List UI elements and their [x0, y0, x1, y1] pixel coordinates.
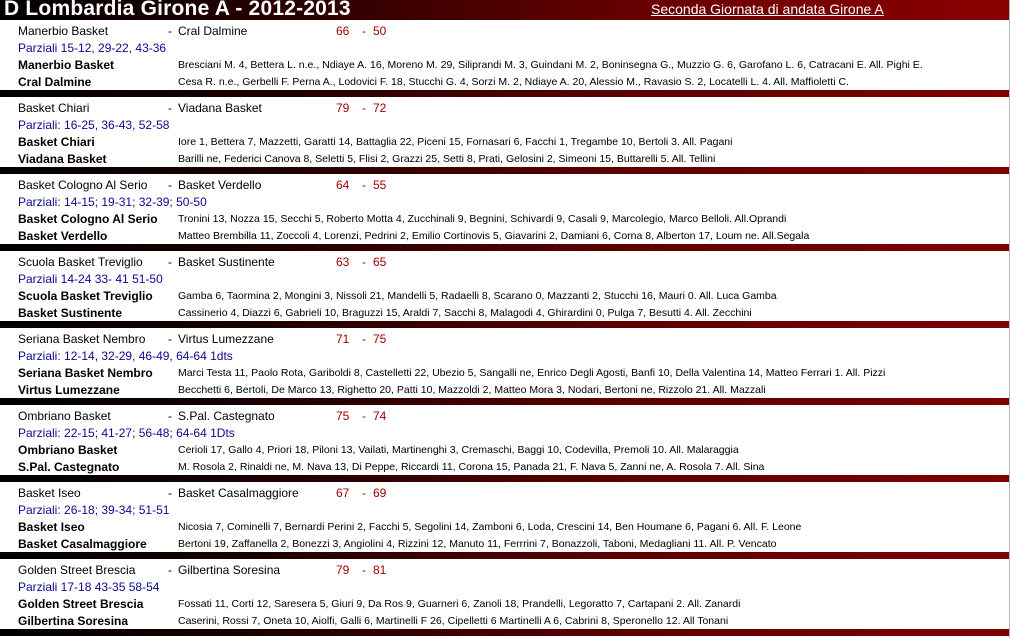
home-roster-players: Tronini 13, Nozza 15, Secchi 5, Roberto Motta 4, Zucchinali 9, Begnini, Schivardi 9, Casali 9, Marcolegio, Marco Belloli. All.Oprandi	[178, 213, 787, 225]
match-dash: -	[168, 409, 172, 423]
away-roster-players: M. Rosola 2, Rinaldi ne, M. Nava 13, Di Peppe, Riccardi 11, Corona 15, Panada 21, F. Nava 5, Zanni ne, A. Rosola 7. All. Sina	[178, 461, 765, 473]
away-roster-players: Barilli ne, Federici Canova 8, Seletti 5, Flisi 2, Grazzi 25, Setti 8, Prati, Gelosini 2, Simeoni 15, Buttarelli 5. All. Tellini	[178, 153, 716, 165]
score-separator: -	[362, 409, 366, 423]
away-score: 69	[373, 486, 387, 500]
home-score: 79	[336, 563, 350, 577]
away-team-name: S.Pal. Castegnato	[178, 409, 275, 423]
away-score: 74	[373, 409, 387, 423]
separator-bar	[0, 552, 1009, 559]
away-team-name: Basket Sustinente	[178, 255, 275, 269]
away-roster-players: Caserini, Rossi 7, Oneta 10, Aiolfi, Galli 6, Martinelli F 26, Cipelletti 6 Martinelli A 6, Cabrini 8, Speronello 12. All Tonani	[178, 615, 729, 627]
home-roster-players: Iore 1, Bettera 7, Mazzetti, Garatti 14, Battaglia 22, Piceni 15, Fornasari 6, Facchi 1, Tregambe 10, Bertoli 3. All. Pagani	[178, 136, 733, 148]
match-dash: -	[168, 101, 172, 115]
home-roster-players: Gamba 6, Taormina 2, Mongini 3, Nissoli 21, Mandelli 5, Radaelli 8, Scarano 0, Mazzanti 2, Stucchi 16, Mauri 0. All. Luca Gamba	[178, 290, 777, 302]
score-separator: -	[362, 255, 366, 269]
separator-bar	[0, 321, 1009, 328]
separator-bar	[0, 475, 1009, 482]
home-team-name: Manerbio Basket	[18, 24, 109, 38]
home-team-name: Basket Cologno Al Serio	[18, 178, 148, 192]
match-dash: -	[168, 24, 172, 38]
away-roster-players: Cesa R. n.e., Gerbelli F. Perna A., Lodovici F. 18, Stucchi G. 4, Sorzi M. 2, Ndiaye A. 20, Alessio M., Ravasio S. 2, Locatelli L. 4. All. Maffioletti C.	[178, 76, 849, 88]
partials-line: Parziali 14-24 33- 41 51-50	[18, 272, 163, 286]
home-score: 66	[336, 24, 350, 38]
away-team-name: Cral Dalmine	[178, 24, 248, 38]
home-score: 75	[336, 409, 350, 423]
partials-line: Parziali 17-18 43-35 58-54	[18, 580, 160, 594]
home-score: 67	[336, 486, 350, 500]
away-roster-team: Virtus Lumezzane	[18, 383, 120, 397]
home-roster-team: Basket Chiari	[18, 135, 95, 149]
match-dash: -	[168, 255, 172, 269]
home-roster-team: Golden Street Brescia	[18, 597, 144, 611]
home-team-name: Basket Iseo	[18, 486, 81, 500]
away-roster-team: Cral Dalmine	[18, 75, 92, 89]
partials-line: Parziali: 14-15; 19-31; 32-39; 50-50	[18, 195, 207, 209]
partials-line: Parziali: 12-14, 32-29, 46-49, 64-64 1dts	[18, 349, 233, 363]
away-team-name: Virtus Lumezzane	[178, 332, 274, 346]
home-roster-players: Marci Testa 11, Paolo Rota, Gariboldi 8, Castelletti 22, Ubezio 5, Sangalli ne, Enrico Degli Agosti, Banfi 10, Della Valentina 14, Matteo Ferrari 1. All. Pizzi	[178, 367, 886, 379]
away-team-name: Viadana Basket	[178, 101, 262, 115]
match-dash: -	[168, 332, 172, 346]
away-roster-team: S.Pal. Castegnato	[18, 460, 120, 474]
away-score: 75	[373, 332, 387, 346]
home-team-name: Seriana Basket Nembro	[18, 332, 146, 346]
away-score: 65	[373, 255, 387, 269]
away-roster-team: Basket Casalmaggiore	[18, 537, 147, 551]
away-team-name: Gilbertina Soresina	[178, 563, 281, 577]
home-score: 71	[336, 332, 350, 346]
away-roster-players: Cassinerio 4, Diazzi 6, Gabrieli 10, Braguzzi 15, Araldi 7, Sacchi 8, Malagodi 4, Ghirardini 0, Pulga 7, Besutti 4. All. Zecchini	[178, 307, 752, 319]
score-separator: -	[362, 332, 366, 346]
game-block	[0, 405, 1009, 482]
away-roster-players: Matteo Brembilla 11, Zoccoli 4, Lorenzi, Pedrini 2, Emilio Cortinovis 5, Giavarini 2, Damiani 6, Corna 8, Alberton 17, Loum ne. All.Segala	[178, 230, 810, 242]
round-link[interactable]: Seconda Giornata di andata Girone A	[651, 1, 884, 17]
home-roster-players: Fossati 11, Corti 12, Saresera 5, Giuri 9, Da Ros 9, Guarneri 6, Zanoli 18, Prandelli, Legoratto 7, Cartapani 2. All. Zanardi	[178, 598, 741, 610]
game-block	[0, 559, 1009, 636]
home-roster-team: Basket Cologno Al Serio	[18, 212, 158, 226]
separator-bar	[0, 398, 1009, 405]
games-list	[0, 20, 1009, 636]
away-score: 81	[373, 563, 387, 577]
home-roster-players: Cerioli 17, Gallo 4, Priori 18, Piloni 13, Vailati, Martinenghi 3, Cremaschi, Baggi 10, Codevilla, Premoli 10. All. Malaraggia	[178, 444, 739, 456]
score-separator: -	[362, 563, 366, 577]
page-title: D Lombardia Girone A - 2012-2013	[4, 0, 351, 20]
separator-bar	[0, 244, 1009, 251]
away-roster-players: Bertoni 19, Zaffanella 2, Bonezzi 3, Angiolini 4, Rizzini 12, Manuto 11, Ferrrini 7, Bonazzoli, Taboni, Medagliani 11. All. P. Vencato	[178, 538, 777, 550]
home-roster-team: Basket Iseo	[18, 520, 85, 534]
away-score: 55	[373, 178, 387, 192]
match-dash: -	[168, 563, 172, 577]
separator-bar	[0, 629, 1009, 636]
away-roster-team: Viadana Basket	[18, 152, 107, 166]
away-team-name: Basket Verdello	[178, 178, 262, 192]
home-score: 79	[336, 101, 350, 115]
home-team-name: Ombriano Basket	[18, 409, 111, 423]
score-separator: -	[362, 178, 366, 192]
home-roster-team: Ombriano Basket	[18, 443, 118, 457]
game-block	[0, 251, 1009, 328]
game-block	[0, 482, 1009, 559]
game-block	[0, 20, 1009, 97]
partials-line: Parziali 15-12, 29-22, 43-36	[18, 41, 167, 55]
away-roster-players: Becchetti 6, Bertoli, De Marco 13, Righetto 20, Patti 10, Mazzoldi 2, Matteo Mora 3, Nodari, Bertoni ne, Rizzolo 21. All. Mazzali	[178, 384, 766, 396]
partials-line: Parziali: 16-25, 36-43, 52-58	[18, 118, 170, 132]
match-dash: -	[168, 178, 172, 192]
away-roster-team: Basket Sustinente	[18, 306, 123, 320]
score-separator: -	[362, 24, 366, 38]
away-score: 72	[373, 101, 387, 115]
partials-line: Parziali: 26-18; 39-34; 51-51	[18, 503, 170, 517]
home-roster-team: Manerbio Basket	[18, 58, 115, 72]
home-roster-team: Seriana Basket Nembro	[18, 366, 153, 380]
game-block	[0, 97, 1009, 174]
away-roster-team: Gilbertina Soresina	[18, 614, 129, 628]
separator-bar	[0, 90, 1009, 97]
away-roster-team: Basket Verdello	[18, 229, 108, 243]
home-roster-players: Bresciani M. 4, Bettera L. n.e., Ndiaye A. 16, Moreno M. 29, Siliprandi M. 3, Guindani M. 2, Boninsegna G., Muzzio G. 6, Garofano L. 6, Catracani E. All. Pighi E.	[178, 59, 923, 71]
home-score: 64	[336, 178, 350, 192]
home-roster-team: Scuola Basket Treviglio	[18, 289, 153, 303]
away-score: 50	[373, 24, 387, 38]
match-dash: -	[168, 486, 172, 500]
separator-bar	[0, 167, 1009, 174]
header-bar	[0, 0, 1009, 20]
partials-line: Parziali: 22-15; 41-27; 56-48; 64-64 1Dts	[18, 426, 235, 440]
home-team-name: Scuola Basket Treviglio	[18, 255, 143, 269]
score-separator: -	[362, 486, 366, 500]
home-team-name: Basket Chiari	[18, 101, 90, 115]
home-team-name: Golden Street Brescia	[18, 563, 136, 577]
home-roster-players: Nicosia 7, Cominelli 7, Bernardi Perini 2, Facchi 5, Segolini 14, Zamboni 6, Loda, Crescini 14, Ben Houmane 6, Pagani 6. All. F. Leone	[178, 521, 802, 533]
score-separator: -	[362, 101, 366, 115]
away-team-name: Basket Casalmaggiore	[178, 486, 299, 500]
home-score: 63	[336, 255, 350, 269]
game-block	[0, 174, 1009, 251]
game-block	[0, 328, 1009, 405]
